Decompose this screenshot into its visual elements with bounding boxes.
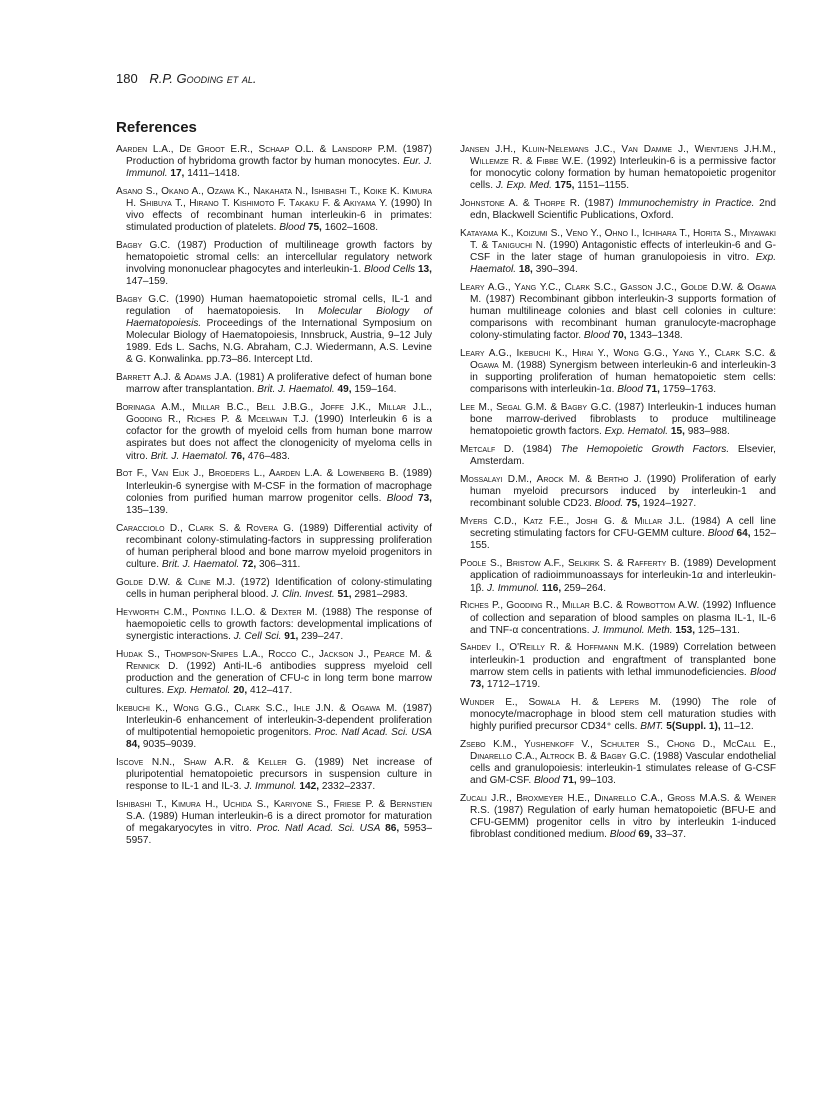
reference-pages: 412–417.	[250, 684, 293, 696]
reference-volume: 5(Suppl. 1),	[666, 720, 721, 732]
reference-title: Antagonistic effects of interleukin-6 and G-CSF in the later stage of human granulopoiesis in vitro.	[470, 240, 776, 264]
reference-title: Human interleukin-6 is a direct promotor for maturation of megakaryocytes in vitro.	[126, 810, 432, 834]
reference-title: Recombinant gibbon interleukin-3 supports formation of human multilineage colonies and blast cell colonies in culture: comparisons with recombinant human granulocyte-macrophage colony-stimulating factor.	[470, 294, 776, 342]
reference-pages: 11–12.	[723, 720, 754, 732]
reference-pages: 1924–1927.	[642, 498, 697, 510]
reference-journal: Brit. J. Haematol.	[257, 384, 335, 396]
reference-pages: 152–155.	[470, 528, 776, 552]
reference-pages: 5953–5957.	[126, 822, 433, 846]
reference-entry	[460, 348, 776, 396]
reference-volume: 20,	[233, 684, 248, 696]
reference-journal: Exp. Hematol.	[604, 426, 669, 438]
reference-pages: 1602–1608.	[324, 222, 379, 234]
reference-pages: 1151–1155.	[577, 180, 630, 192]
reference-title: In vivo effects of recombinant human interleukin-6 in primates: stimulated production of platelets.	[126, 198, 432, 234]
reference-year: (1984)	[522, 444, 552, 456]
reference-pages: 2981–2983.	[354, 588, 408, 600]
reference-entry	[116, 649, 432, 697]
reference-pages: 259–264.	[563, 582, 607, 594]
reference-title: Anti-IL-6 antibodies suppress myeloid cell production and the generation of CFU-c in long term bone marrow cultures.	[126, 660, 432, 696]
reference-journal: Blood	[609, 828, 636, 840]
reference-title: Synergism between interleukin-6 and interleukin-3 in supporting proliferation of human hematopoietic stem cells: comparisons with interleukin-1α.	[470, 360, 776, 396]
reference-journal: Proc. Natl Acad. Sci. USA	[314, 726, 432, 738]
running-head	[116, 71, 257, 86]
reference-journal: The Hemopoietic Growth Factors.	[560, 444, 730, 456]
reference-journal: Blood	[750, 666, 776, 678]
reference-authors: Katayama K., Koizumi S., Veno Y., Ohno I., Ichihara T., Horita S., Miyawaki T. & Taniguchi N.	[460, 228, 776, 252]
reference-volume: 71,	[645, 384, 660, 396]
references-column-left	[116, 144, 432, 853]
reference-volume: 153,	[675, 624, 696, 636]
reference-year: (1987)	[584, 198, 614, 210]
reference-volume: 86,	[385, 822, 400, 834]
reference-authors: Borinaga A.M., Millar B.C., Bell J.B.G., Joffe J.K., Millar J.L., Gooding R., Riches P. & Mcelwain T.J.	[116, 402, 432, 426]
reference-volume: 142,	[299, 780, 320, 792]
reference-journal: J. Immunol.	[244, 780, 297, 792]
reference-journal: Blood	[583, 330, 610, 342]
reference-pages: 1343–1348.	[629, 330, 683, 342]
reference-title: A proliferative defect of human bone marrow after transplantation.	[126, 372, 433, 396]
reference-year: (1987)	[402, 144, 432, 155]
reference-volume: 76,	[230, 450, 245, 462]
reference-title: Interleukin-1 induces human bone marrow-derived fibroblasts to produce multilineage hematopoietic growth factors.	[470, 402, 776, 438]
reference-journal: BMT.	[640, 720, 664, 732]
reference-journal: Exp. Hematol.	[166, 684, 231, 696]
reference-year: (1989)	[148, 810, 178, 822]
reference-title: Proliferation of early human myeloid precursors induced by interleukin-1 and recombinant soluble CD23.	[470, 474, 777, 510]
reference-entry	[460, 793, 776, 841]
reference-year: (1984)	[691, 516, 721, 528]
reference-pages: Proceedings of the International Symposium on Molecular Biology of Haematopoiesis, Innsbruck, Austria, 9–12 July 1989. Eds L. Sachs, N.G. Abraham, C.J. Wiedermann, A.S. Levine & G. Konwalinka. pp.73–86. Intercept Ltd.	[126, 318, 433, 366]
reference-year: (1989)	[314, 756, 344, 768]
reference-authors: Myers C.D., Katz F.E., Joshi G. & Millar J.L.	[460, 516, 685, 528]
reference-volume: 91,	[284, 630, 299, 642]
reference-journal: Blood	[279, 222, 306, 234]
reference-pages: 135–139.	[126, 504, 169, 516]
reference-entry	[116, 577, 432, 601]
reference-volume: 49,	[337, 384, 352, 396]
reference-pages: 99–103.	[579, 774, 616, 786]
reference-authors: Zucali J.R., Broxmeyer H.E., Dinarello C.A., Gross M.A.S. & Weiner R.S.	[460, 792, 776, 816]
reference-entry	[460, 600, 776, 636]
reference-entry	[116, 294, 432, 366]
reference-volume: 51,	[337, 588, 352, 600]
reference-volume: 72,	[242, 558, 257, 570]
reference-volume: 17,	[170, 168, 185, 180]
reference-journal: Molecular Biology of Haematopoiesis.	[126, 306, 433, 330]
reference-entry	[460, 198, 776, 222]
reference-title: Interleukin-6 enhancement of interleukin-3-dependent proliferation of multipotential hemopoietic progenitors.	[126, 714, 432, 738]
reference-year: (1981)	[235, 372, 265, 384]
reference-authors: Heyworth C.M., Ponting I.L.O. & Dexter M.	[116, 606, 318, 618]
reference-authors: Hudak S., Thompson-Snipes L.A., Rocco C., Jackson J., Pearce M. & Rennick D.	[116, 648, 432, 672]
reference-journal: J. Exp. Med.	[495, 180, 552, 192]
reference-year: (1988)	[516, 360, 547, 372]
reference-authors: Poole S., Bristow A.F., Selkirk S. & Rafferty B.	[460, 558, 680, 570]
reference-entry	[460, 144, 776, 192]
reference-entry	[460, 444, 776, 468]
reference-entry	[460, 697, 776, 733]
reference-authors: Barrett A.J. & Adams J.A.	[116, 372, 232, 384]
reference-authors: Ishibashi T., Kimura H., Uchida S., Kariyone S., Friese P. & Bernstien S.A.	[116, 798, 432, 822]
reference-entry	[116, 402, 432, 462]
reference-authors: Metcalf D.	[460, 444, 515, 456]
reference-pages: 1712–1719.	[486, 678, 541, 690]
reference-journal: Blood Cells	[364, 264, 416, 276]
reference-authors: Asano S., Okano A., Ozawa K., Nakahata N., Ishibashi T., Koike K. Kimura H. Shibuya T., Hirano T. Kishimoto F. Takaku F. & Akiyama Y.	[116, 186, 432, 210]
reference-volume: 84,	[126, 738, 141, 750]
reference-year: (1989)	[299, 522, 329, 534]
reference-authors: Zsebo K.M., Yushenkoff V., Schulter S., Chong D., McCall E., Dinarello C.A., Altrock B. & Bagby G.C.	[460, 738, 776, 762]
reference-year: (1990)	[175, 294, 205, 306]
reference-title: The response of haemopoietic cells to growth factors: developmental implications of synergistic interactions.	[126, 606, 432, 642]
reference-volume: 73,	[417, 492, 432, 504]
reference-volume: 73,	[470, 678, 485, 690]
reference-year: (1988)	[653, 750, 683, 762]
reference-authors: Riches P., Gooding R., Millar B.C. & Rowbottom A.W.	[460, 600, 700, 612]
reference-entry	[460, 282, 776, 342]
reference-volume: 15,	[670, 426, 685, 438]
reference-journal: J. Immunol.	[487, 582, 540, 594]
reference-entry	[460, 474, 776, 510]
reference-authors: Golde D.W. & Cline M.J.	[116, 576, 236, 588]
reference-pages: 2332–2337.	[321, 780, 376, 792]
reference-title: Production of hybridoma growth factor by human monocytes.	[126, 156, 400, 168]
reference-journal: J. Cell Sci.	[233, 630, 282, 642]
reference-authors: Wunder E., Sowala H. & Lepers M.	[460, 696, 661, 708]
reference-entry	[116, 240, 432, 288]
reference-title: The role of monocyte/macrophage in blood stem cell maturation studies with highly purified precursor CD34⁺ cells.	[470, 696, 776, 732]
reference-title: Net increase of pluripotential hematopoietic precursors in suspension culture in response to IL-1 and IL-3.	[126, 756, 432, 792]
reference-journal: Blood	[533, 774, 560, 786]
reference-entry	[460, 228, 776, 276]
reference-title: Vascular endothelial cells and granulopoiesis: interleukin-1 stimulates release of G-CSF and GM-CSF.	[470, 750, 776, 786]
reference-pages: 159–164.	[354, 384, 397, 396]
reference-volume: 75,	[626, 498, 641, 510]
reference-volume: 116,	[542, 582, 562, 594]
reference-authors: Bot F., Van Eijk J., Broeders L., Aarden L.A. & Lowenberg B.	[116, 468, 399, 480]
reference-entry	[116, 372, 432, 396]
reference-title: Production of multilineage growth factors by hematopoietic stromal cells: an intercellular regulatory network involving mononuclear phagocytes and interleukin-1.	[126, 240, 432, 276]
reference-entry	[460, 739, 776, 787]
reference-journal: Exp. Haematol.	[470, 252, 776, 276]
reference-volume: 69,	[638, 828, 653, 840]
reference-volume: 71,	[562, 774, 577, 786]
reference-year: (1989)	[649, 642, 679, 654]
reference-volume: 13,	[417, 264, 432, 276]
reference-pages: 147–159.	[126, 276, 169, 288]
reference-title: Interleukin 6 is a cofactor for the growth of myeloid cells from human bone marrow aspirates but does not affect the clonogenicity of myeloma cells in vitro.	[126, 414, 432, 462]
reference-authors: Leary A.G., Ikebuchi K., Hirai Y., Wong G.G., Yang Y., Clark S.C. & Ogawa M.	[460, 348, 776, 372]
reference-year: (1987)	[402, 702, 433, 714]
reference-pages: 306–311.	[259, 558, 301, 570]
reference-volume: 64,	[736, 528, 751, 540]
references-column-right	[460, 144, 776, 847]
reference-authors: Bagby G.C.	[116, 240, 171, 252]
reference-volume: 75,	[307, 222, 322, 234]
reference-entry	[460, 402, 776, 438]
reference-pages: 2nd edn, Blackwell Scientific Publications, Oxford.	[470, 198, 776, 222]
reference-year: (1989)	[683, 558, 713, 570]
reference-year: (1987)	[177, 240, 207, 252]
reference-entry	[460, 558, 776, 594]
reference-pages: 239–247.	[301, 630, 344, 642]
reference-authors: Iscove N.N., Shaw A.R. & Keller G.	[116, 756, 307, 768]
reference-year: (1992)	[586, 156, 617, 168]
reference-authors: Caracciolo D., Clark S. & Rovera G.	[116, 522, 294, 534]
running-head-authors: R.P. Gooding et al.	[149, 71, 257, 86]
reference-year: (1989)	[402, 468, 432, 480]
reference-entry	[116, 468, 432, 516]
reference-year: (1990)	[671, 696, 701, 708]
reference-journal: Proc. Natl Acad. Sci. USA	[256, 822, 381, 834]
reference-title: A cell line secreting stimulating factors for CFU-GEMM culture.	[470, 516, 776, 540]
reference-title: Interleukin-6 synergise with M-CSF in the formation of macrophage colonies from purified human marrow progenitor cells.	[126, 480, 432, 504]
reference-pages: 9035–9039.	[142, 738, 197, 750]
reference-pages: 33–37.	[655, 828, 687, 840]
reference-journal: Brit. J. Haematol.	[150, 450, 229, 462]
reference-entry	[460, 642, 776, 690]
reference-authors: Mossalayi D.M., Arock M. & Bertho J.	[460, 474, 642, 486]
reference-year: (1990)	[549, 240, 579, 252]
reference-authors: Leary A.G., Yang Y.C., Clark S.C., Gasson J.C., Golde D.W. & Ogawa M.	[460, 282, 776, 306]
reference-title: Interleukin-6 is a permissive factor for monocytic colony formation by human hematopoietic progenitor cells.	[470, 156, 776, 192]
reference-entry	[116, 703, 432, 751]
reference-year: (1987)	[485, 294, 515, 306]
reference-year: (1990)	[390, 198, 421, 210]
reference-year: (1987)	[614, 402, 645, 414]
reference-journal: Blood.	[594, 498, 624, 510]
reference-journal: Eur. J. Immunol.	[126, 156, 432, 180]
reference-journal: Blood	[707, 528, 734, 540]
reference-title: Correlation between interleukin-1 production and engraftment of transplanted bone marrow stem cells in patients with lethal immunodeficiencies.	[470, 642, 777, 678]
reference-journal: Immunochemistry in Practice.	[618, 198, 755, 210]
reference-volume: 18,	[518, 264, 533, 276]
reference-year: (1992)	[186, 660, 216, 672]
reference-authors: Jansen J.H., Kluin-Nelemans J.C., Van Damme J., Wientjens J.H.M., Willemze R. & Fibbe W.E.	[460, 144, 776, 168]
reference-journal: Blood	[386, 492, 413, 504]
page-number: 180	[116, 71, 138, 86]
reference-title: Development application of radioimmunoassays for interleukin-1α and interleukin-1β.	[470, 558, 776, 594]
reference-authors: Lee M., Segal G.M. & Bagby G.C.	[460, 402, 612, 414]
reference-authors: Bagby G.C.	[116, 294, 169, 306]
reference-entry	[116, 799, 432, 847]
reference-journal: Brit. J. Haematol.	[161, 558, 240, 570]
reference-pages: 1411–1418.	[187, 168, 240, 180]
reference-title: Regulation of early human hematopoietic (BFU-E and CFU-GEMM) progenitor cells in vitro by interleukin 1-induced fibroblast conditioned medium.	[470, 804, 777, 840]
reference-title: Human haematopoietic stromal cells, IL-1 and regulation of haematopoiesis. In	[126, 294, 432, 318]
reference-entry	[116, 757, 432, 793]
reference-year: (1992)	[702, 600, 732, 612]
reference-pages: 125–131.	[697, 624, 740, 636]
reference-year: (1990)	[646, 474, 677, 486]
reference-authors: Ikebuchi K., Wong G.G., Clark S.C., Ihle J.N. & Ogawa M.	[116, 702, 398, 714]
reference-volume: 175,	[554, 180, 575, 192]
reference-authors: Sahdev I., O'Reilly R. & Hoffmann M.K.	[460, 642, 645, 654]
reference-year: (1988)	[322, 606, 352, 618]
reference-journal: J. Immunol. Meth.	[592, 624, 673, 636]
reference-pages: 1759–1763.	[662, 384, 717, 396]
reference-pages: 983–988.	[687, 426, 730, 438]
reference-entry	[116, 523, 432, 571]
reference-year: (1972)	[240, 576, 270, 588]
references-heading: References	[116, 119, 197, 136]
reference-journal: J. Clin. Invest.	[271, 588, 335, 600]
reference-authors: Johnstone A. & Thorpe R.	[460, 198, 580, 210]
reference-title: Identification of colony-stimulating cells in human peripheral blood.	[126, 576, 432, 600]
reference-year: (1987)	[493, 804, 524, 816]
reference-entry	[116, 186, 432, 234]
reference-year: (1990)	[314, 414, 344, 426]
reference-pages: Elsevier, Amsterdam.	[470, 444, 776, 468]
reference-title: Influence of collection and separation of blood samples on plasma IL-1, IL-6 and TNF-α concentrations.	[470, 600, 777, 636]
reference-authors: Aarden L.A., De Groot E.R., Schaap O.L. & Lansdorp P.M.	[116, 144, 398, 155]
reference-journal: Blood	[617, 384, 644, 396]
reference-pages: 390–394.	[535, 264, 578, 276]
reference-pages: 476–483.	[247, 450, 290, 462]
reference-entry	[116, 607, 432, 643]
reference-entry	[460, 516, 776, 552]
reference-entry	[116, 144, 432, 180]
reference-title: Differential activity of recombinant colony-stimulating-factors in suppressing proliferation of human peripheral blood and bone marrow myeloid progenitors in culture.	[126, 522, 432, 570]
reference-volume: 70,	[612, 330, 627, 342]
